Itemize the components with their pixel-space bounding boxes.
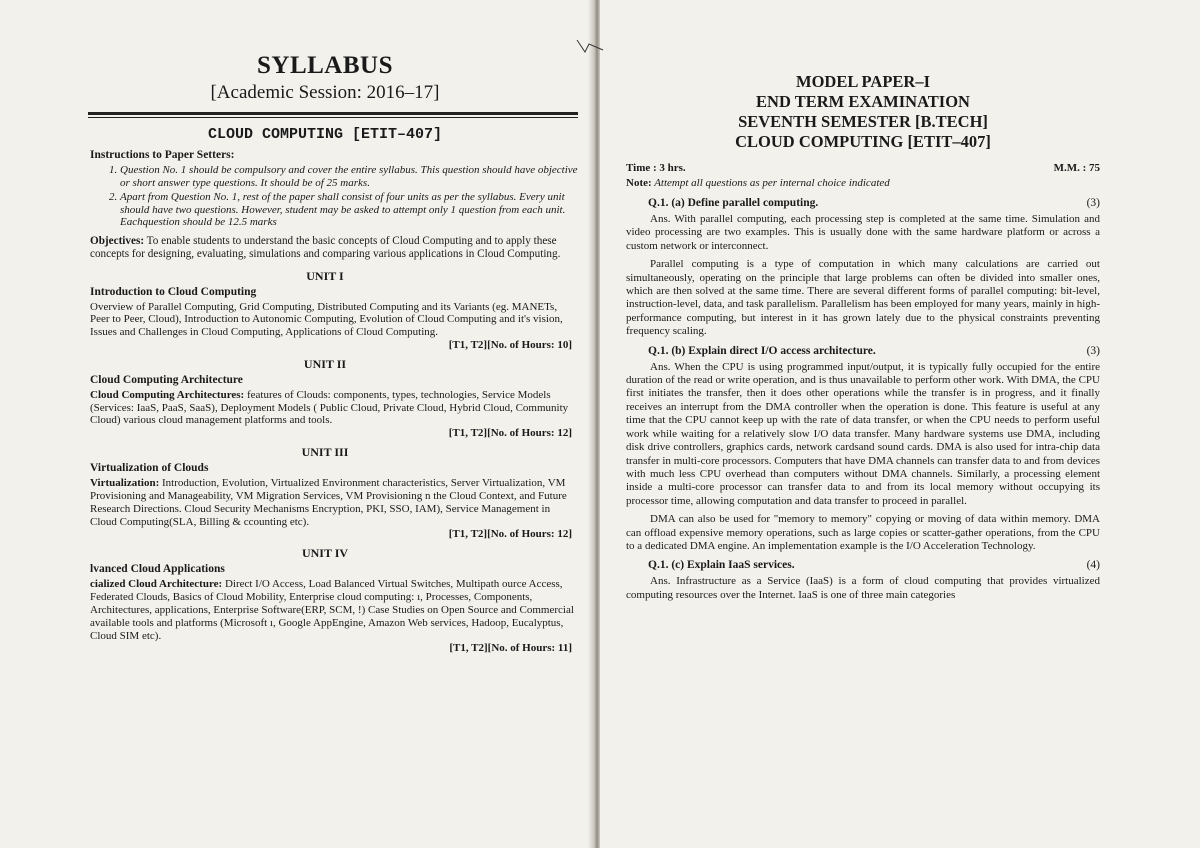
answer-paragraph: Ans. When the CPU is using programmed input/output, it is typically fully occupied for the entire duration of the read or write operation, and is thus unavailable to perform other work. With DMA, the CPU first initiates the transfer, then it does other operations while the transfer is in progress, and it finally receives an interrupt from the DMA controller when the operation is done. This feature is useful at any time that the CPU cannot keep up with the rate of data transfer, or when the CPU needs to perform useful work while waiting for a relatively slow I/O data transfer. Many hardware systems use DMA, including disk drive controllers, graphics cards, network cardsand sound cards. DMA is also used for intra-chip data transfer in multi-core processors. Computers that have DMA channels can transfer data to and from devices with much less CPU overhead than computers without DMA channels. Similarly, a processing element inside a multi-core processor can transfer data to and from its local memory without occupying its processor time, allowing computation and data transfer to proceed in parallel. (626, 360, 1100, 507)
unit-refs: [T1, T2][No. of Hours: 11] (449, 642, 572, 655)
question-heading (648, 197, 1100, 209)
question-marks: (3) (1086, 197, 1100, 209)
note-label: Note: (626, 177, 652, 189)
unit-title: UNIT II (303, 356, 347, 371)
question-label: Q.1. (a) Define parallel computing. (648, 197, 819, 209)
question-label: Q.1. (b) Explain direct I/O access architecture. (648, 344, 876, 357)
unit-topic: Virtualization of Clouds (90, 462, 209, 475)
unit-content-label: Cloud Computing Architectures: (90, 388, 245, 401)
course-title: CLOUD COMPUTING [ETIT–407] (207, 126, 443, 143)
syllabus-title: SYLLABUS (257, 52, 393, 79)
heading-line: MODEL PAPER–I (796, 72, 930, 91)
unit-refs: [T1, T2][No. of Hours: 10] (448, 338, 572, 351)
academic-session: [Academic Session: 2016–17] (210, 82, 440, 103)
unit-section (72, 445, 578, 540)
unit-content-label: cialized Cloud Architecture: (90, 578, 223, 591)
unit-section (72, 546, 578, 654)
unit-topic: Introduction to Cloud Computing (90, 285, 257, 298)
answer-paragraph: Parallel computing is a type of computation in which many calculations are carried out simultaneously, operating on the principle that large problems can often be divided into smaller ones, which are then solved at the same time. There are several different forms of parallel computing: bit-level, instruction-level, data, and task parallelism. Parallelism has been employed for many years, mainly in high-performance computing, but interest in it has grown lately due to the physical constraints preventing frequency scaling. (626, 258, 1100, 338)
max-marks: M.M. : 75 (1053, 162, 1100, 174)
question-heading (648, 345, 1100, 357)
unit-title: UNIT IV (301, 546, 349, 561)
unit-title: UNIT I (306, 268, 344, 283)
unit-content (90, 578, 578, 642)
unit-refs: [T1, T2][No. of Hours: 12] (448, 528, 572, 541)
unit-content-text: Direct I/O Access, Load Balanced Virtual Switches, Multipath ource Access, Federated Clouds, Basics of Cloud Mobility, Enterprise cloud computing: ı, Processes, Components, Architectures, applications, Enterprise Software(ERP, SCM, !) Case Studies on Open Source and Commercial available tools and platforms (Microsoft ı, Google AppEngine, Amazon Web services, Hadoop, Eucalyptus, Cloud SIM etc). (90, 578, 574, 642)
question-block (626, 197, 1100, 339)
heading-line: CLOUD COMPUTING [ETIT–407] (735, 132, 991, 151)
exam-meta (626, 162, 1100, 174)
unit-section (72, 269, 578, 351)
question-marks: (4) (1086, 559, 1100, 572)
unit-content-text: Introduction, Evolution, Virtualized Environment characteristics, Server Virtualization, VM Provisioning and Manageability, VM Migration Services, VM Provisioning n the Cloud Context, and Future Research Directions. Cloud Security Mechanisms Encryption, PKI, SSO, IAM), Service Management in Cloud Computing(SLA, Billing & ccounting etc). (90, 477, 567, 528)
answer-paragraph: Ans. With parallel computing, each processing step is completed at the same time. Simulation and video processing are two examples. This is usually done with the same hardware platform or across a custom network or interconnect. (626, 213, 1100, 252)
divider (88, 112, 578, 115)
answer-paragraph: DMA can also be used for "memory to memory" copying or moving of data within memory. DMA can offload expensive memory operations, such as large copies or scatter-gather operations, from the CPU to a dedicated DMA engine. An implementation example is the I/O Acceleration Technology. (626, 513, 1100, 552)
exam-note (626, 177, 1100, 189)
unit-content-text: features of Clouds: components, types, technologies, Service Models (Services: IaaS, PaaS, SaaS), Deployment Models ( Public Cloud, Private Cloud, Hybrid Cloud, Community Cloud) various cloud management platforms and tools. (90, 388, 569, 427)
unit-content (90, 389, 578, 427)
question-marks: (3) (1086, 344, 1100, 357)
question-heading (648, 559, 1100, 571)
unit-content: Overview of Parallel Computing, Grid Computing, Distributed Computing and its Variants (eg. MANETs, Peer to Peer, Cloud), Introduction to Autonomic Computing, Evolution of Cloud Computing and it's vision, Issues and Challenges in Cloud Computing, Applications of Cloud Computing. (90, 300, 563, 339)
note-text: Attempt all questions as per internal choice indicated (651, 177, 890, 189)
pen-checkmark-icon (575, 36, 605, 58)
instructions-heading: Instructions to Paper Setters: (90, 149, 235, 161)
model-paper-heading (626, 72, 1100, 152)
divider (88, 117, 578, 118)
objectives-text: To enable students to understand the basic concepts of Cloud Computing and to apply these concepts for designing, evaluating, simulations and comparing various applications in Cloud Computing. (90, 234, 561, 260)
question-block (626, 559, 1100, 602)
heading-line: SEVENTH SEMESTER [B.TECH] (738, 112, 988, 131)
unit-topic: lvanced Cloud Applications (90, 563, 225, 576)
unit-refs: [T1, T2][No. of Hours: 12] (448, 427, 572, 440)
instruction-item: 1. Question No. 1 should be compulsory and cover the entire syllabus. This question should have objective or short answer type questions. It should be of 25 marks. (120, 164, 578, 189)
exam-time: Time : 3 hrs. (626, 162, 686, 174)
unit-content (90, 477, 578, 528)
answer-paragraph: Ans. Infrastructure as a Service (IaaS) is a form of cloud computing that provides virtualized computing resources over the Internet. IaaS is one of three main categories (626, 575, 1100, 601)
question-label: Q.1. (c) Explain IaaS services. (648, 559, 795, 572)
instructions-list (72, 164, 578, 229)
objectives (90, 235, 578, 261)
heading-line: END TERM EXAMINATION (756, 92, 970, 111)
unit-topic: Cloud Computing Architecture (90, 373, 243, 386)
unit-section (72, 357, 578, 439)
unit-title: UNIT III (301, 445, 349, 460)
unit-content-label: Virtualization: (90, 477, 160, 490)
left-page (0, 0, 594, 848)
objectives-label: Objectives: (90, 234, 145, 247)
question-block (626, 345, 1100, 554)
right-page (600, 0, 1200, 848)
instruction-item: 2. Apart from Question No. 1, rest of the paper shall consist of four units as per the syllabus. Every unit should have two questions. However, student may be asked to attempt only 1 question from each unit. Eachquestion should be 12.5 marks (120, 191, 578, 229)
